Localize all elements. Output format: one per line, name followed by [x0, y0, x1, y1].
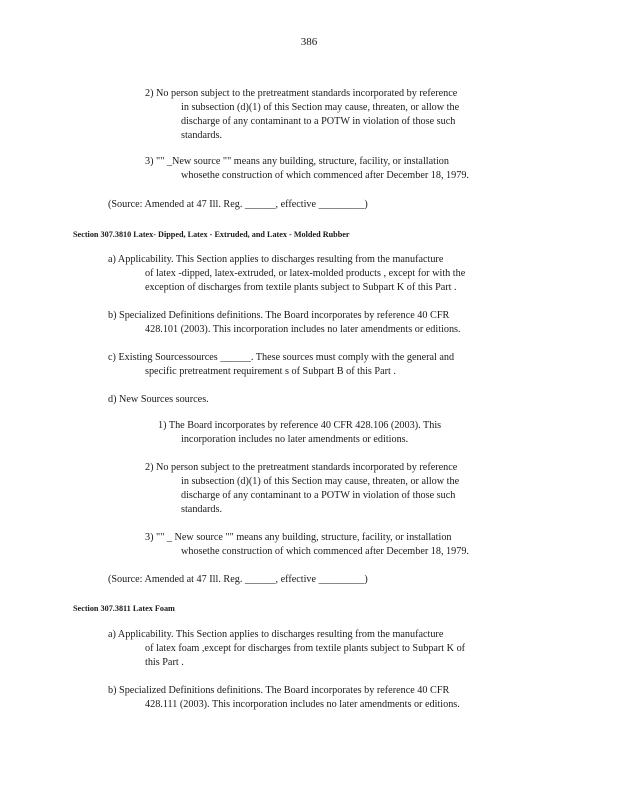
body-line: standards.: [181, 504, 223, 515]
body-line: specific pretreatment requirement s of Subpart B of this Part .: [145, 366, 396, 377]
body-line: standards.: [181, 130, 223, 141]
body-line: b) Specialized Definitions definitions. The Board incorporates by reference 40 CFR: [108, 310, 450, 321]
section-heading: Section 307.3810 Latex- Dipped, Latex - Extruded, and Latex - Molded Rubber: [73, 230, 350, 239]
source-note: (Source: Amended at 47 Ill. Reg. ______, effective _________): [108, 199, 368, 210]
body-line: 3) "" _New source "" means any building, structure, facility, or installation: [145, 156, 449, 167]
body-line: c) Existing Sourcessources ______. These sources must comply with the general and: [108, 352, 455, 363]
body-line: a) Applicability. This Section applies to discharges resulting from the manufacture: [108, 629, 444, 640]
body-line: in subsection (d)(1) of this Section may cause, threaten, or allow the: [181, 102, 460, 113]
body-line: incorporation includes no later amendments or editions.: [181, 434, 409, 445]
body-line: 428.101 (2003). This incorporation includes no later amendments or editions.: [145, 324, 461, 335]
body-line: this Part .: [145, 657, 184, 668]
body-line: 2) No person subject to the pretreatment standards incorporated by reference: [145, 462, 458, 473]
body-line: of latex -dipped, latex-extruded, or latex-molded products , except for with the: [145, 268, 466, 279]
source-note: (Source: Amended at 47 Ill. Reg. ______, effective _________): [108, 574, 368, 585]
body-line: whosethe construction of which commenced after December 18, 1979.: [181, 546, 469, 557]
body-line: 428.111 (2003). This incorporation includes no later amendments or editions.: [145, 699, 460, 710]
body-line: whosethe construction of which commenced after December 18, 1979.: [181, 170, 469, 181]
body-line: in subsection (d)(1) of this Section may cause, threaten, or allow the: [181, 476, 460, 487]
body-line: d) New Sources sources.: [108, 394, 209, 405]
body-line: exception of discharges from textile plants subject to Subpart K of this Part .: [145, 282, 457, 293]
body-line: discharge of any contaminant to a POTW in violation of those such: [181, 490, 456, 501]
body-line: discharge of any contaminant to a POTW in violation of those such: [181, 116, 456, 127]
section-heading: Section 307.3811 Latex Foam: [73, 604, 175, 613]
body-line: 1) The Board incorporates by reference 40 CFR 428.106 (2003). This: [158, 420, 442, 431]
page-number: 386: [300, 36, 318, 48]
body-line: a) Applicability. This Section applies to discharges resulting from the manufacture: [108, 254, 444, 265]
body-line: 3) "" _ New source "" means any building, structure, facility, or installation: [145, 532, 452, 543]
body-line: of latex foam ,except for discharges from textile plants subject to Subpart K of: [145, 643, 466, 654]
body-line: 2) No person subject to the pretreatment standards incorporated by reference: [145, 88, 458, 99]
body-line: b) Specialized Definitions definitions. The Board incorporates by reference 40 CFR: [108, 685, 450, 696]
